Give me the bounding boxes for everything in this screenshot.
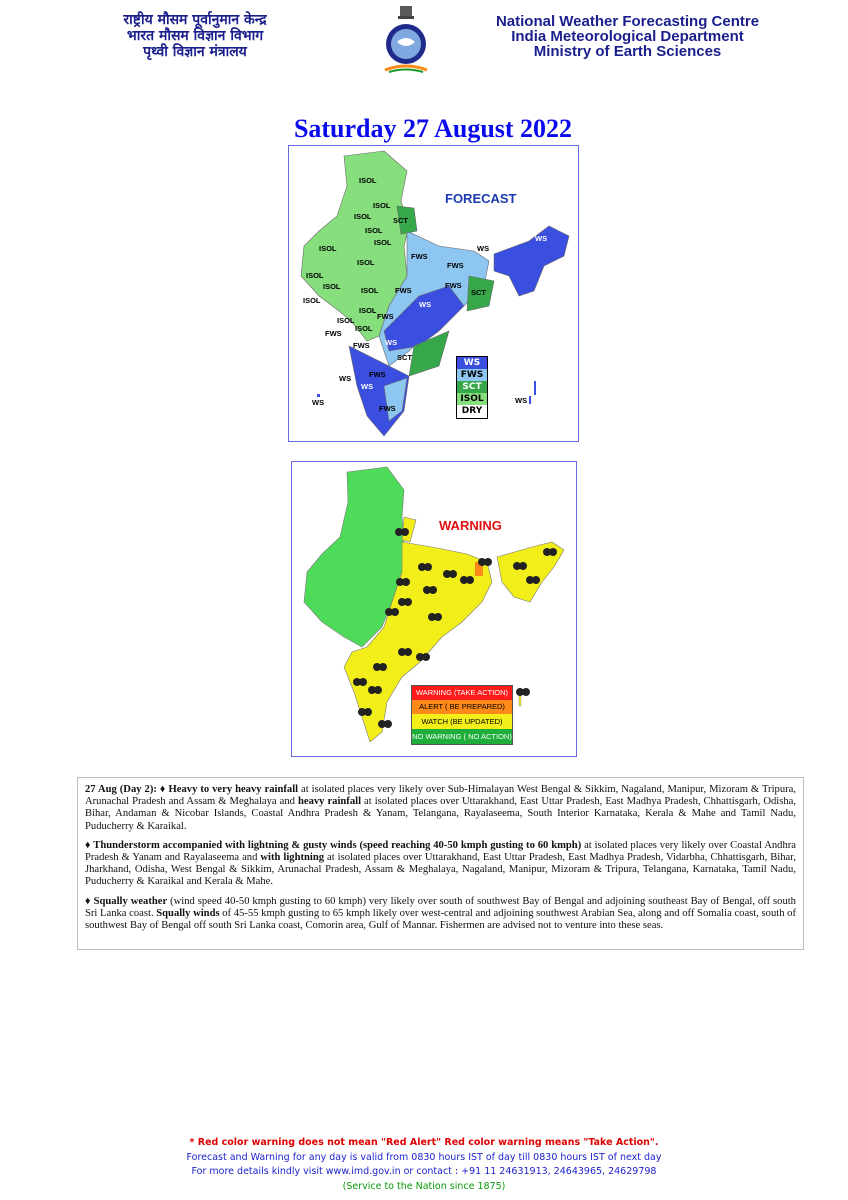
bold-squally-weather: ♦ Squally weather: [85, 895, 168, 907]
text-segment: at isolated places over Uttarakhand, East Uttar Pradesh, East Madhya Pradesh, Vidarbha, Chhattisgarh, Bihar, Jharkhand, Odisha, West Bengal & Sikkim, Arunachal Pradesh, Assam & Meghalaya, Nagaland, Manipur, Mizoram & Tripura, Telangana, Karnataka, Tamil Nadu, Puducherry & Karaikal and Kerala & Mahe.: [85, 852, 796, 888]
text-segment: at isolated places very likely over Sub-Himalayan West Bengal & Sikkim, Nagaland, Manipur, Mizoram & Tripura, Arunachal Pradesh and Assam & Meghalaya and: [85, 784, 796, 808]
forecast-region-tag: ISOL: [373, 201, 391, 210]
text-segment: (wind speed 40-50 kmph gusting to 60 kmph) very likely over south of southwest Bay of Bengal and adjoining southeast Bay of Bengal, off south Sri Lanka coast.: [85, 895, 796, 919]
forecast-region-tag: WS: [361, 382, 374, 391]
forecast-region-tag: FWS: [445, 281, 462, 290]
forecast-region-tag: WS: [339, 374, 352, 383]
forecast-region-tag: WS: [515, 396, 528, 405]
bulletin-paragraph-3: [85, 896, 796, 933]
forecast-map: [288, 145, 579, 442]
forecast-map-graphic: [289, 146, 578, 441]
forecast-region-tag: FWS: [395, 286, 412, 295]
forecast-region-tag: ISOL: [337, 316, 355, 325]
forecast-region-tag: SCT: [393, 216, 408, 225]
bulletin-day-label: 27 Aug (Day 2): ♦: [85, 784, 169, 795]
header-hindi-line-3: पृथ्वी विज्ञान मंत्रालय: [143, 44, 247, 60]
bold-thunderstorm: ♦ Thunderstorm accompanied with lightning & gusty winds (speed reaching 40-50 kmph gusting to 60 kmph): [85, 839, 582, 851]
header-english: [455, 14, 800, 59]
legend-sct: SCT: [457, 381, 487, 393]
legend-ws: WS: [457, 357, 487, 369]
legend-watch-be-updated: WATCH (BE UPDATED): [412, 714, 512, 729]
legend-alert-be-prepared: ALERT ( BE PREPARED): [412, 700, 512, 714]
bold-with-lightning: with lightning: [260, 852, 325, 864]
legend-dry: DRY: [457, 405, 487, 418]
header-hindi-line-1: राष्ट्रीय मौसम पूर्वानुमान केन्द्र: [123, 12, 267, 28]
forecast-region-tag: ISOL: [319, 244, 337, 253]
bold-heavy-rainfall: heavy rainfall: [297, 796, 362, 808]
forecast-region-tag: FWS: [411, 252, 428, 261]
forecast-region-tag: ISOL: [354, 212, 372, 221]
header-hindi: [90, 12, 300, 60]
footer-validity: Forecast and Warning for any day is valid from 0830 hours IST of day till 0830 hours IST of next day: [186, 1152, 662, 1163]
warning-legend: [411, 685, 513, 745]
forecast-region-tag: FWS: [353, 341, 370, 350]
date-title: Saturday 27 August 2022: [293, 114, 573, 143]
forecast-region-tag: ISOL: [323, 282, 341, 291]
forecast-region-tag: WS: [535, 234, 548, 243]
legend-isol: ISOL: [457, 393, 487, 405]
forecast-region-tag: WS: [477, 244, 490, 253]
bulletin-paragraph-1: [85, 784, 796, 833]
forecast-region-tag: ISOL: [365, 226, 383, 235]
forecast-region-tag: WS: [312, 398, 325, 407]
bulletin-text: [77, 777, 804, 950]
forecast-region-tag: SCT: [397, 353, 412, 362]
bold-heavy-rain: Heavy to very heavy rainfall: [168, 784, 299, 795]
forecast-region-tag: FWS: [377, 312, 394, 321]
header-english-line-3: Ministry of Earth Sciences: [533, 43, 722, 60]
header-hindi-line-2: भारत मौसम विज्ञान विभाग: [126, 28, 264, 44]
forecast-region-tag: ISOL: [359, 176, 377, 185]
legend-warning-take-action: WARNING (TAKE ACTION): [412, 686, 512, 700]
text-segment: at isolated places over Uttarakhand, East Uttar Pradesh, East Madhya Pradesh, Chhattisgarh, Odisha, Bihar, Andaman & Nicobar Islands, Coastal Andhra Pradesh & Yanam, Telangana, Rayalaseema, South Interior Karnataka, Kerala & Mahe and Tamil Nadu, Puducherry & Karaikal.: [85, 796, 797, 832]
footer-red-note: * Red color warning does not mean "Red Alert" Red color warning means "Take Action".: [189, 1137, 659, 1148]
forecast-region-tag: ISOL: [374, 238, 392, 247]
header-english-line-2: India Meteorological Department: [511, 28, 744, 45]
bold-squally-winds: Squally winds: [156, 907, 220, 919]
header-english-line-1: National Weather Forecasting Centre: [495, 13, 760, 30]
forecast-legend: [456, 356, 488, 419]
ashoka-emblem-logo: [375, 4, 437, 74]
footer-service-line: (Service to the Nation since 1875): [342, 1181, 506, 1192]
legend-fws: FWS: [457, 369, 487, 381]
forecast-region-tag: ISOL: [355, 324, 373, 333]
forecast-region-tag: ISOL: [359, 306, 377, 315]
forecast-region-tag: ISOL: [357, 258, 375, 267]
forecast-region-tag: FWS: [325, 329, 342, 338]
warning-map: [291, 461, 577, 757]
text-segment: of 45-55 kmph gusting to 65 kmph likely over west-central and adjoining southwest Arabian Sea, along and off Somalia coast, south of southwest Bay of Bengal off south Sri Lanka coast, Comorin area, Gulf of Mannar. Fishermen are advised not to venture into these seas.: [85, 907, 796, 932]
forecast-region-tag: FWS: [379, 404, 396, 413]
forecast-region-tag: FWS: [369, 370, 386, 379]
forecast-region-tag: SCT: [471, 288, 486, 297]
forecast-region-tag: WS: [385, 338, 398, 347]
bulletin-paragraph-2: [85, 840, 796, 889]
footer-contact: For more details kindly visit www.imd.gov.in or contact : +91 11 24631913, 24643965, 24629798: [191, 1166, 657, 1177]
forecast-region-tag: ISOL: [306, 271, 324, 280]
forecast-region-tag: ISOL: [361, 286, 379, 295]
forecast-region-tag: WS: [419, 300, 432, 309]
legend-no-warning: NO WARNING ( NO ACTION): [412, 729, 512, 744]
forecast-title: FORECAST: [445, 191, 517, 206]
warning-title: WARNING: [439, 518, 502, 533]
forecast-region-tag: ISOL: [303, 296, 321, 305]
forecast-region-tag: FWS: [447, 261, 464, 270]
text-segment: at isolated places very likely over Coastal Andhra Pradesh & Yanam and Rayalaseema and: [85, 839, 796, 864]
